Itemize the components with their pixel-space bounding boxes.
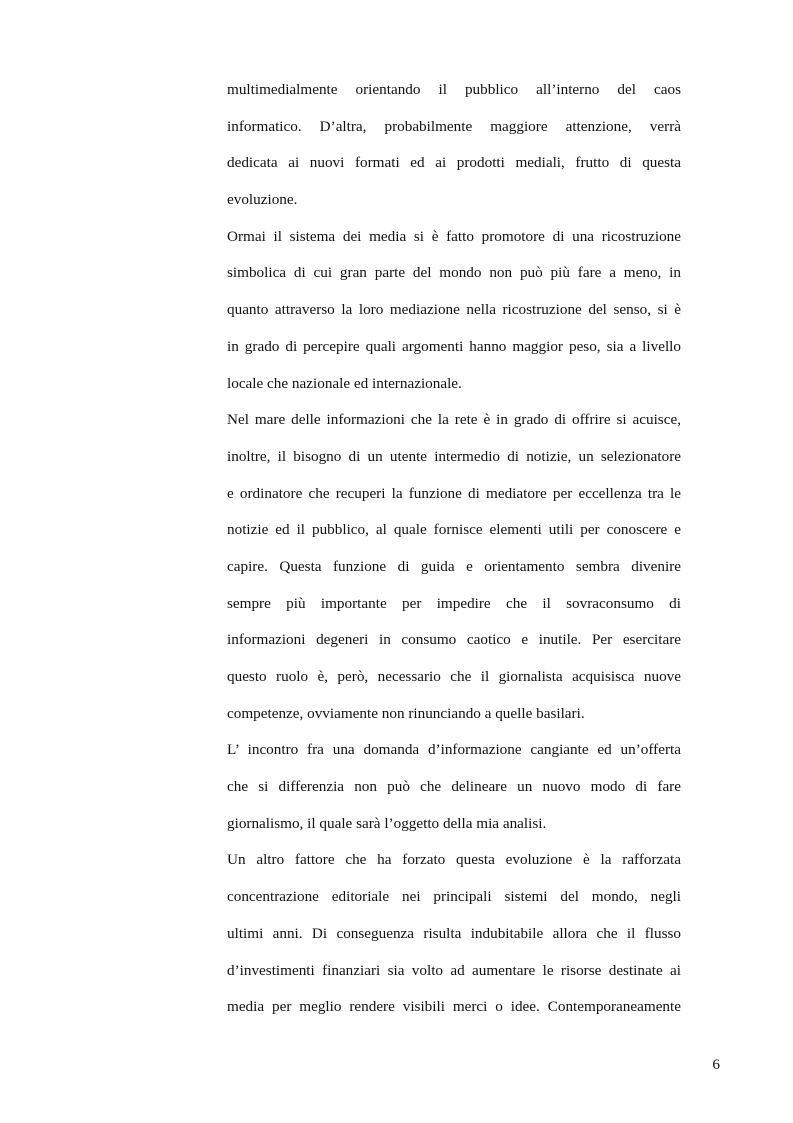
- text-line: sempre più importante per impedire che il sovraconsumo di: [227, 594, 681, 612]
- text-line: media per meglio rendere visibili merci o idee. Contemporaneamente: [227, 998, 681, 1016]
- text-line: che si differenzia non può che delineare un nuovo modo di fare: [227, 778, 681, 796]
- text-line: evoluzione.: [227, 191, 298, 209]
- text-line: ultimi anni. Di conseguenza risulta indubitabile allora che il flusso: [227, 924, 681, 942]
- text-line: questo ruolo è, però, necessario che il giornalista acquisisca nuove: [227, 668, 681, 685]
- text-line: concentrazione editoriale nei principali sistemi del mondo, negli: [227, 888, 681, 906]
- text-line: informazioni degeneri in consumo caotico e inutile. Per esercitare: [227, 631, 681, 649]
- text-line: informatico. D’altra, probabilmente maggiore attenzione, verrà: [227, 117, 681, 135]
- page-number: 6: [712, 1056, 720, 1073]
- text-line: Ormai il sistema dei media si è fatto promotore di una ricostruzione: [227, 227, 681, 245]
- text-line: e ordinatore che recuperi la funzione di mediatore per eccellenza tra le: [227, 484, 681, 502]
- text-line: Un altro fattore che ha forzato questa evoluzione è la rafforzata: [227, 851, 681, 869]
- body-text: [227, 72, 681, 1026]
- text-line: Nel mare delle informazioni che la rete è in grado di offrire si acuisce,: [227, 411, 681, 429]
- text-line: dedicata ai nuovi formati ed ai prodotti mediali, frutto di questa: [227, 154, 681, 172]
- text-line: competenze, ovviamente non rinunciando a quelle basilari.: [227, 704, 585, 722]
- text-line: L’ incontro fra una domanda d’informazione cangiante ed un’offerta: [227, 741, 681, 759]
- text-line: capire. Questa funzione di guida e orientamento sembra divenire: [227, 557, 681, 575]
- text-line: d’investimenti finanziari sia volto ad aumentare le risorse destinate ai: [227, 961, 681, 979]
- text-line: quanto attraverso la loro mediazione nella ricostruzione del senso, si è: [227, 301, 681, 319]
- text-line: simbolica di cui gran parte del mondo non può più fare a meno, in: [227, 264, 681, 282]
- text-line: notizie ed il pubblico, al quale fornisce elementi utili per conoscere e: [227, 521, 681, 539]
- text-line: inoltre, il bisogno di un utente intermedio di notizie, un selezionatore: [227, 447, 681, 465]
- text-line: locale che nazionale ed internazionale.: [227, 374, 462, 392]
- text-line: in grado di percepire quali argomenti hanno maggior peso, sia a livello: [227, 337, 681, 355]
- text-line: giornalismo, il quale sarà l’oggetto della mia analisi.: [227, 814, 547, 832]
- text-line: multimedialmente orientando il pubblico all’interno del caos: [227, 81, 681, 98]
